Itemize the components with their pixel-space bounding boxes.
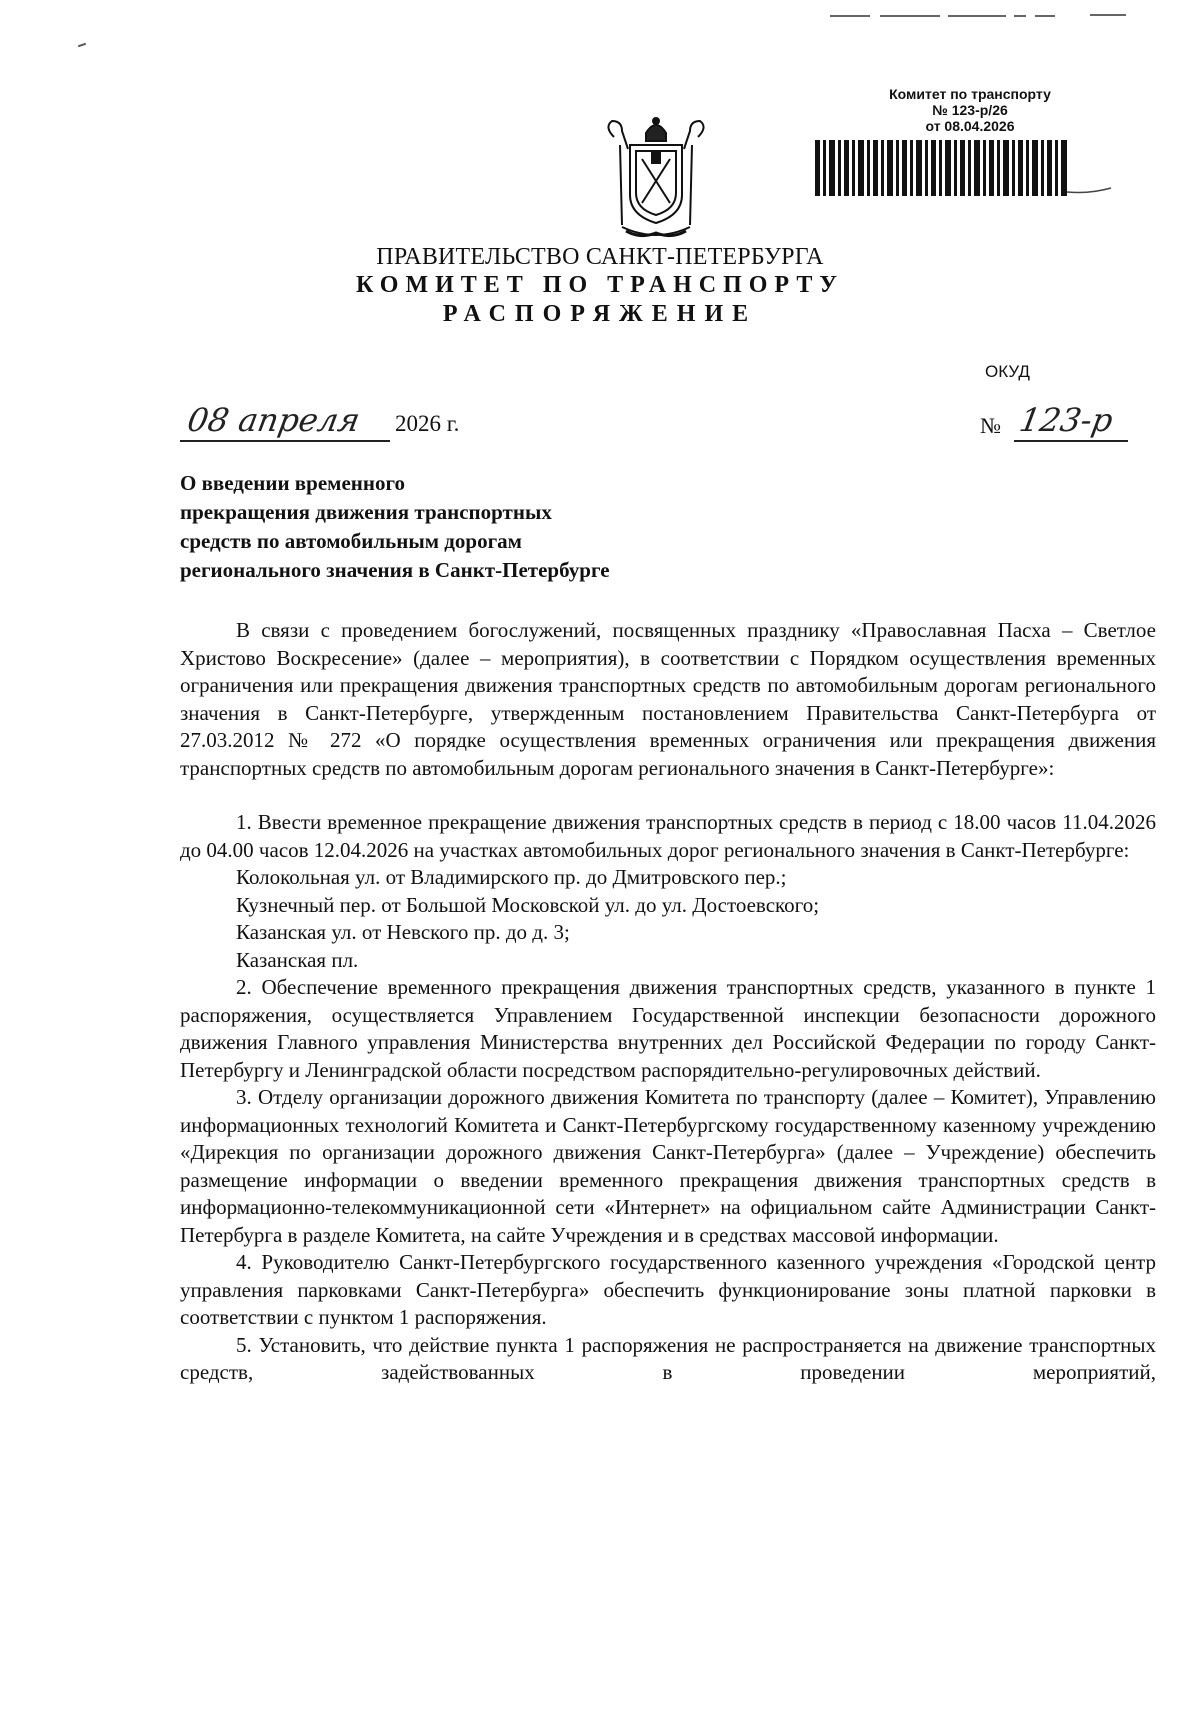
street-item: Колокольная ул. от Владимирского пр. до Дмитровского пер.;: [236, 865, 787, 889]
scan-noise: [830, 12, 1150, 20]
government-title: ПРАВИТЕЛЬСТВО САНКТ-ПЕТЕРБУРГА: [376, 244, 824, 270]
item-4-paragraph: 4. Руководителю Санкт-Петербургского государственного казенного учреждения «Городской центр управления парковками Санкт-Петербурга» обеспечить функционирование зоны платной парковки в соответствии с пунктом 1 распоряжения.: [180, 1250, 1156, 1329]
subject-line: прекращения движения транспортных: [180, 500, 552, 524]
date-underline: [180, 440, 390, 442]
scan-mark: [78, 43, 86, 48]
number-sign: №: [980, 413, 1001, 438]
committee-title: КОМИТЕТ ПО ТРАНСПОРТУ: [356, 272, 844, 298]
registration-stamp: [870, 86, 1070, 134]
item-2-paragraph: 2. Обеспечение временного прекращения движения транспортных средств, указанного в пункте 1 распоряжения, осуществляется Управлением Государственной инспекции безопасности дорожного движения Главного управления Министерства внутренних дел Российской Федерации по городу Санкт-Петербургу и Ленинградской области посредством распорядительно-регулировочных действий.: [180, 975, 1156, 1082]
handwritten-number: 123-р: [1016, 401, 1116, 439]
document-body: [180, 617, 1156, 1387]
coat-of-arms-emblem: [600, 115, 712, 243]
subject-line: регионального значения в Санкт-Петербурге: [180, 558, 610, 582]
stamp-line-3: от 08.04.2026: [925, 118, 1015, 134]
date-year: 2026 г.: [395, 411, 460, 436]
item-5-paragraph: 5. Установить, что действие пункта 1 распоряжения не распространяется на движение транспортных средств, задействованных в проведении мероприятий,: [180, 1332, 1156, 1384]
item-3-paragraph: 3. Отделу организации дорожного движения Комитета по транспорту (далее – Комитет), Управлению информационных технологий Комитета и Санкт-Петербургскому государственному казенному учреждению «Дирекция по организации дорожного движения Санкт-Петербурга» (далее – Учреждение) обеспечить размещение информации о введении временного прекращения движения транспортных средств в информационно-телекоммуникационной сети «Интернет» на официальном сайте Администрации Санкт-Петербурга в разделе Комитета, на сайте Учреждения и в средствах массовой информации.: [180, 1085, 1156, 1247]
subject-line: О введении временного: [180, 471, 405, 495]
number-underline: [1014, 440, 1128, 442]
preamble-paragraph: В связи с проведением богослужений, посвященных празднику «Православная Пасха – Светлое Христово Воскресение» (далее – мероприятия), в соответствии с Порядком осуществления временных ограничения или прекращения движения транспортных средств по автомобильным дорогам регионального значения в Санкт-Петербурге, утвержденным постановлением Правительства Санкт-Петербурга от 27.03.2012 № 272 «О порядке осуществления временных ограничения или прекращения движения транспортных средств по автомобильным дорогам регионального значения в Санкт-Петербурге»:: [180, 618, 1156, 780]
document-subject: [180, 469, 610, 585]
barcode: [815, 140, 1115, 198]
okud-label: ОКУД: [985, 362, 1030, 381]
street-item: Казанская ул. от Невского пр. до д. 3;: [236, 920, 570, 944]
document-type: РАСПОРЯЖЕНИЕ: [442, 301, 758, 327]
street-item: Казанская пл.: [236, 947, 359, 972]
item-1-paragraph: 1. Ввести временное прекращение движения транспортных средств в период с 18.00 часов 11.04.2026 до 04.00 часов 12.04.2026 на участках автомобильных дорог регионального значения в Санкт-Петербурге:: [180, 810, 1156, 862]
street-item: Кузнечный пер. от Большой Московской ул. до ул. Достоевского;: [236, 892, 820, 917]
stamp-line-2: № 123-р/26: [932, 102, 1008, 118]
document-number: [980, 401, 1150, 445]
subject-line: средств по автомобильным дорогам: [180, 529, 522, 553]
stamp-line-1: Комитет по транспорту: [889, 86, 1051, 102]
handwritten-date: 08 апреля: [184, 401, 363, 439]
document-date: [180, 401, 480, 445]
